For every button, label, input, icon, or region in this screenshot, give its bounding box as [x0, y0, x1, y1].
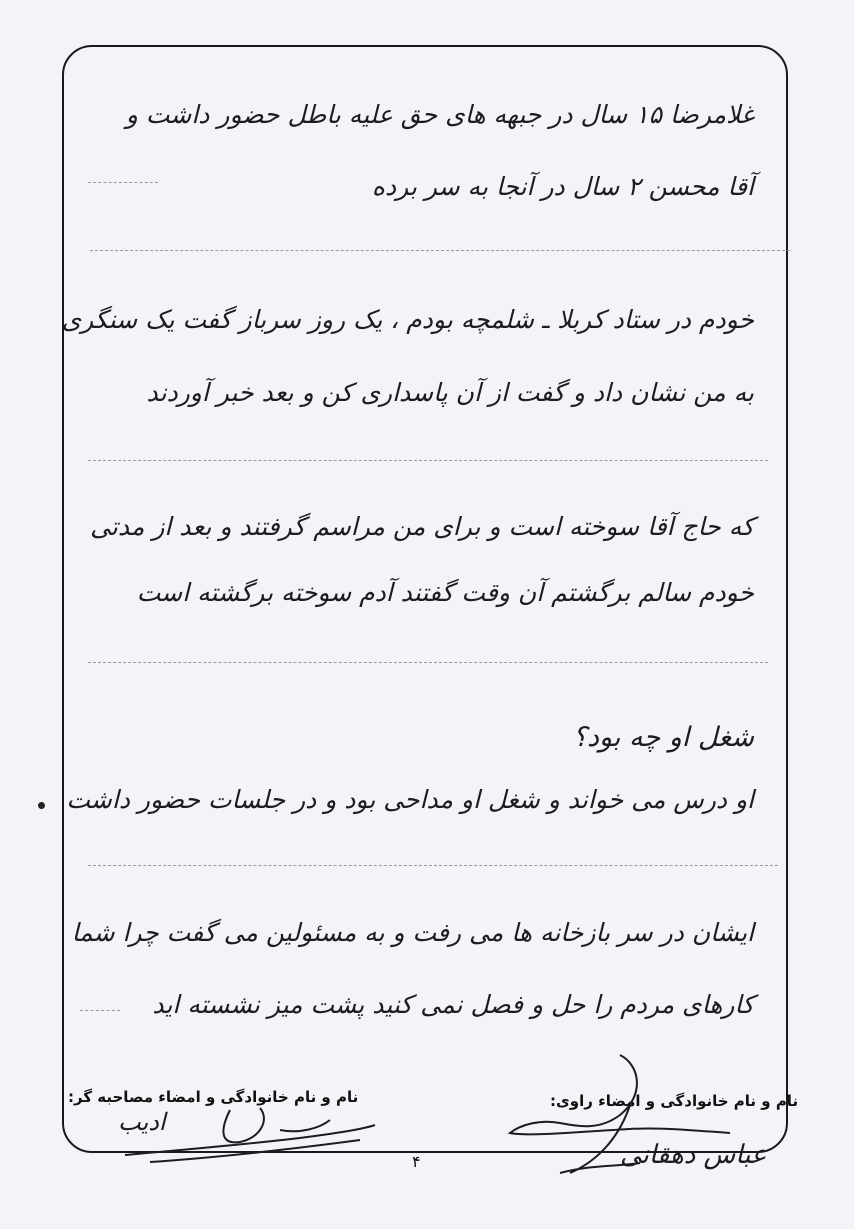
- narrator-signature: [500, 1045, 760, 1185]
- text-line-6: خودم سالم برگشتم آن وقت گفتند آدم سوخته برگشته است: [136, 578, 754, 607]
- ruled-line: [88, 662, 768, 663]
- interviewer-signature: [120, 1090, 380, 1170]
- page-number: ۴: [412, 1152, 421, 1171]
- text-line-5: که حاج آقا سوخته است و برای من مراسم گرفتند و بعد از مدتی: [90, 512, 754, 541]
- narrator-signature-label: نام و نام خانوادگی و امضاء راوی:: [550, 1092, 799, 1110]
- section-heading: شغل او چه بود؟: [572, 722, 754, 753]
- text-line-7: او درس می خواند و شغل او مداحی بود و در جلسات حضور داشت: [66, 785, 754, 814]
- text-line-1: غلامرضا ۱۵ سال در جبهه های حق علیه باطل حضور داشت و: [125, 100, 754, 129]
- ruled-line: [80, 1010, 120, 1011]
- text-line-2: آقا محسن ۲ سال در آنجا به سر برده: [371, 172, 754, 201]
- text-line-8: ایشان در سر بازخانه ها می رفت و به مسئولین می گفت چرا شما: [71, 918, 754, 947]
- text-line-3: خودم در ستاد کربلا ـ شلمچه بودم ، یک روز سرباز گفت یک سنگری: [61, 305, 754, 334]
- interviewer-signature-label: نام و نام خانوادگی و امضاء مصاحبه گر:: [68, 1088, 359, 1106]
- ruled-line: [90, 250, 790, 251]
- narrator-name: عباس دهقانی: [620, 1140, 767, 1170]
- ruled-line: [88, 460, 768, 461]
- margin-dot: [38, 802, 45, 809]
- text-line-9: کارهای مردم را حل و فصل نمی کنید پشت میز نشسته اید: [152, 990, 754, 1019]
- ruled-line: [88, 865, 778, 866]
- interviewer-name: ادیب: [118, 1108, 166, 1136]
- text-line-4: به من نشان داد و گفت از آن پاسداری کن و بعد خبر آوردند: [146, 378, 754, 407]
